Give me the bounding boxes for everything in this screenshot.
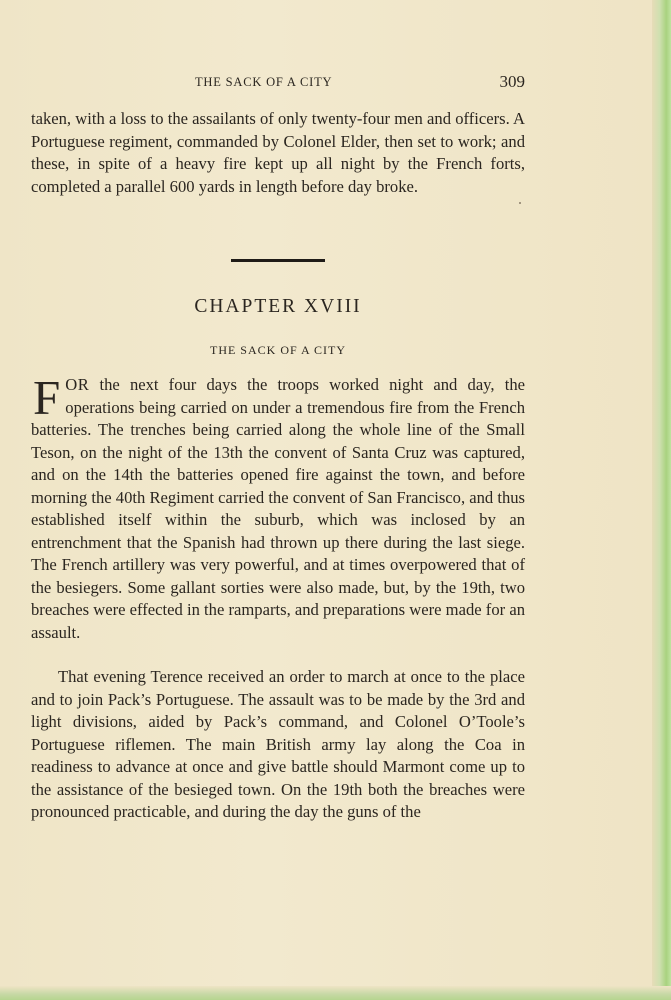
page-bottom-edge [0,986,671,1000]
paragraph-continued: taken, with a loss to the assailants of only twenty-four men and officers. A Portuguese regiment, commanded by Colonel Elder, then set to work; and these, in spite of a heavy fire kept up all night by the French forts, completed a parallel 600 yards in length before day broke. [31,109,525,196]
page-number: 309 [499,72,525,91]
chapter-title: CHAPTER XVIII [194,296,362,317]
paragraph-text: the next four days the troops worked night and day, the operations being carried on under a tremendous fire from the French batteries. The trenches being carried along the whole line of the Small Teson, on the night of the 13th the convent of Santa Cruz was captured, and on the 14th the batteries opened fire against the town, and before morning the 40th Regiment carried the convent of San Francisco, and thus established itself within the suburb, which was inclosed by an entrenchment that the Spanish had thrown up there during the last siege. The French artillery was very powerful, and at times overpowered that of the besiegers. Some gallant sorties were also made, but, by the 19th, two breaches were effected in the ramparts, and preparations were made for an assault. [31,375,526,642]
chapter-opening-paragraph [31,370,526,644]
paragraph: That evening Terence received an order to march at once to the place and to join Pack’s Portuguese. The assault was to be made by the 3rd and light divisions, aided by Pack’s command, and Colonel O’Toole’s Portuguese riflemen. The main British army lay along the Coa in readiness to advance at once and give battle should Marmont come up to the assistance of the besieged town. On the 19th both the breaches were pronounced practicable, and during the day the guns of the [31,667,525,821]
running-head [195,72,525,92]
section-divider-rule [231,259,325,262]
drop-cap: F [33,370,61,425]
running-head-title: THE SACK OF A CITY [195,75,333,89]
page-edge [652,0,671,1000]
chapter-subtitle: THE SACK OF A CITY [209,343,346,357]
paper-speck [519,202,521,204]
first-word-rest: OR [65,375,90,394]
